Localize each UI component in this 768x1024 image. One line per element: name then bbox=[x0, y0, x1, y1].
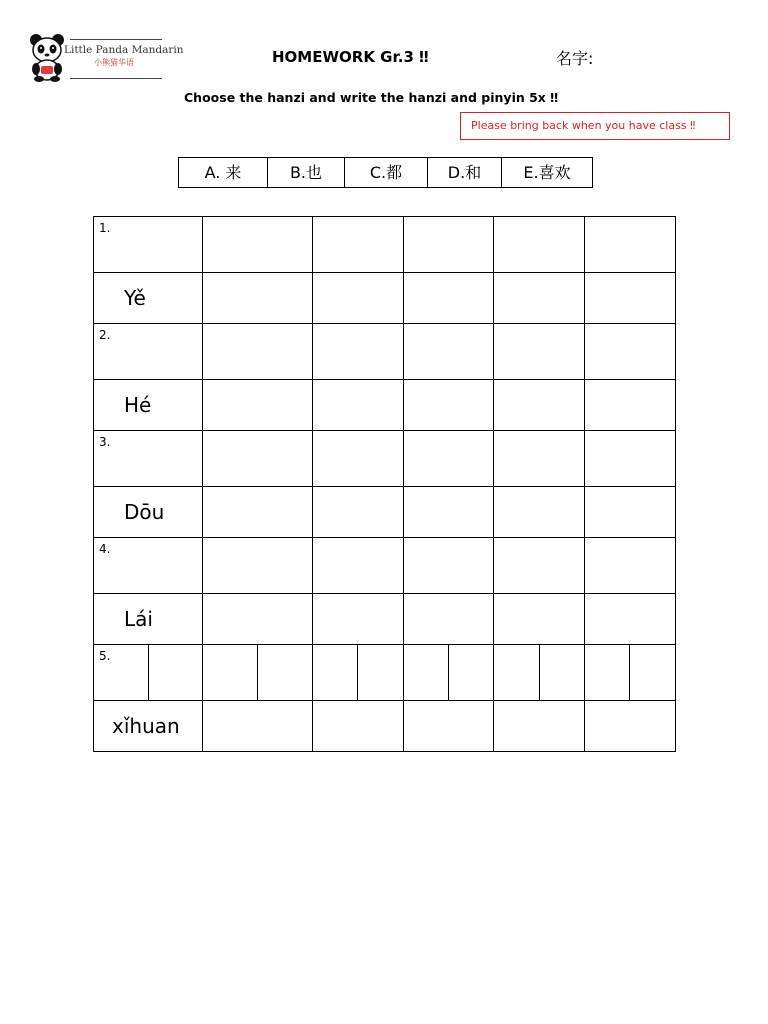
writing-cell[interactable] bbox=[313, 431, 404, 487]
writing-cell[interactable] bbox=[585, 324, 676, 380]
choice-d: D.和 bbox=[428, 158, 502, 187]
logo-name: Little Panda Mandarin bbox=[64, 44, 184, 56]
choice-e: E.喜欢 bbox=[523, 163, 571, 182]
writing-cell[interactable] bbox=[203, 324, 313, 380]
hanzi-row-3 bbox=[94, 431, 676, 487]
writing-cell[interactable] bbox=[540, 645, 585, 701]
pinyin-label: Hé bbox=[94, 379, 203, 431]
writing-cell[interactable] bbox=[203, 379, 313, 431]
writing-cell[interactable] bbox=[585, 538, 676, 594]
logo-bottom-rule bbox=[70, 78, 162, 79]
writing-cell[interactable] bbox=[404, 645, 449, 701]
writing-cell[interactable] bbox=[203, 272, 313, 324]
choices-box bbox=[178, 157, 593, 188]
writing-cell[interactable] bbox=[494, 324, 585, 380]
writing-cell[interactable] bbox=[630, 645, 676, 701]
writing-cell[interactable] bbox=[313, 486, 404, 538]
writing-cell[interactable] bbox=[404, 272, 494, 324]
writing-cell[interactable] bbox=[313, 700, 404, 752]
writing-cell[interactable] bbox=[494, 538, 585, 594]
panda-logo-icon bbox=[28, 32, 68, 82]
hanzi-row-5 bbox=[94, 645, 676, 701]
writing-cell[interactable] bbox=[494, 272, 585, 324]
writing-cell[interactable] bbox=[404, 379, 494, 431]
pinyin-row-3 bbox=[94, 486, 676, 538]
pinyin-label: xǐhuan bbox=[94, 700, 203, 752]
writing-cell[interactable] bbox=[404, 593, 494, 645]
writing-cell[interactable] bbox=[404, 538, 494, 594]
writing-cell[interactable] bbox=[585, 379, 676, 431]
hanzi-row-1 bbox=[94, 217, 676, 273]
choice-a: A. 来 bbox=[179, 158, 268, 187]
writing-cell[interactable] bbox=[149, 645, 203, 701]
writing-cell[interactable] bbox=[203, 593, 313, 645]
writing-grid bbox=[93, 216, 676, 752]
writing-cell[interactable] bbox=[404, 700, 494, 752]
pinyin-row-5 bbox=[94, 700, 676, 752]
hanzi-row-4 bbox=[94, 538, 676, 594]
row-number: 5. bbox=[94, 645, 149, 701]
page-title: HOMEWORK Gr.3 ‼ bbox=[272, 48, 429, 66]
writing-cell[interactable] bbox=[585, 700, 676, 752]
writing-cell[interactable] bbox=[404, 486, 494, 538]
writing-cell[interactable] bbox=[494, 431, 585, 487]
name-field-label: 名字: bbox=[556, 49, 594, 68]
row-number: 3. bbox=[94, 431, 203, 487]
instruction-text: Choose the hanzi and write the hanzi and pinyin 5x ‼ bbox=[184, 90, 559, 105]
writing-cell[interactable] bbox=[585, 486, 676, 538]
writing-cell[interactable] bbox=[449, 645, 494, 701]
choice-c: C.都 bbox=[345, 158, 428, 187]
writing-cell[interactable] bbox=[313, 272, 404, 324]
logo bbox=[26, 32, 184, 82]
choice-b: B.也 bbox=[268, 158, 345, 187]
writing-cell[interactable] bbox=[494, 379, 585, 431]
writing-cell[interactable] bbox=[494, 217, 585, 273]
pinyin-row-4 bbox=[94, 593, 676, 645]
writing-cell[interactable] bbox=[313, 379, 404, 431]
writing-cell[interactable] bbox=[404, 431, 494, 487]
writing-cell[interactable] bbox=[494, 645, 540, 701]
writing-cell[interactable] bbox=[203, 217, 313, 273]
writing-cell[interactable] bbox=[585, 431, 676, 487]
row-number: 1. bbox=[94, 217, 203, 273]
row-number: 4. bbox=[94, 538, 203, 594]
writing-cell[interactable] bbox=[494, 700, 585, 752]
writing-cell[interactable] bbox=[313, 645, 358, 701]
writing-cell[interactable] bbox=[494, 593, 585, 645]
writing-cell[interactable] bbox=[494, 486, 585, 538]
pinyin-label: Lái bbox=[94, 593, 203, 645]
writing-cell[interactable] bbox=[313, 593, 404, 645]
writing-cell[interactable] bbox=[585, 272, 676, 324]
writing-cell[interactable] bbox=[404, 217, 494, 273]
writing-cell[interactable] bbox=[203, 538, 313, 594]
writing-cell[interactable] bbox=[313, 324, 404, 380]
writing-cell[interactable] bbox=[313, 217, 404, 273]
writing-cell[interactable] bbox=[585, 217, 676, 273]
writing-cell[interactable] bbox=[203, 431, 313, 487]
notice-box: Please bring back when you have class ‼ bbox=[460, 112, 730, 140]
pinyin-row-1 bbox=[94, 272, 676, 324]
writing-cell[interactable] bbox=[203, 486, 313, 538]
writing-cell[interactable] bbox=[358, 645, 404, 701]
logo-chinese-name: 小熊猫华语 bbox=[94, 58, 134, 67]
logo-top-rule bbox=[70, 39, 162, 40]
writing-cell[interactable] bbox=[585, 593, 676, 645]
pinyin-label: Yě bbox=[94, 272, 203, 324]
writing-cell[interactable] bbox=[258, 645, 313, 701]
writing-cell[interactable] bbox=[404, 324, 494, 380]
writing-cell[interactable] bbox=[585, 645, 630, 701]
writing-cell[interactable] bbox=[313, 538, 404, 594]
writing-cell[interactable] bbox=[203, 645, 258, 701]
pinyin-label: Dōu bbox=[94, 486, 203, 538]
pinyin-row-2 bbox=[94, 379, 676, 431]
hanzi-row-2 bbox=[94, 324, 676, 380]
row-number: 2. bbox=[94, 324, 203, 380]
writing-cell[interactable] bbox=[203, 700, 313, 752]
